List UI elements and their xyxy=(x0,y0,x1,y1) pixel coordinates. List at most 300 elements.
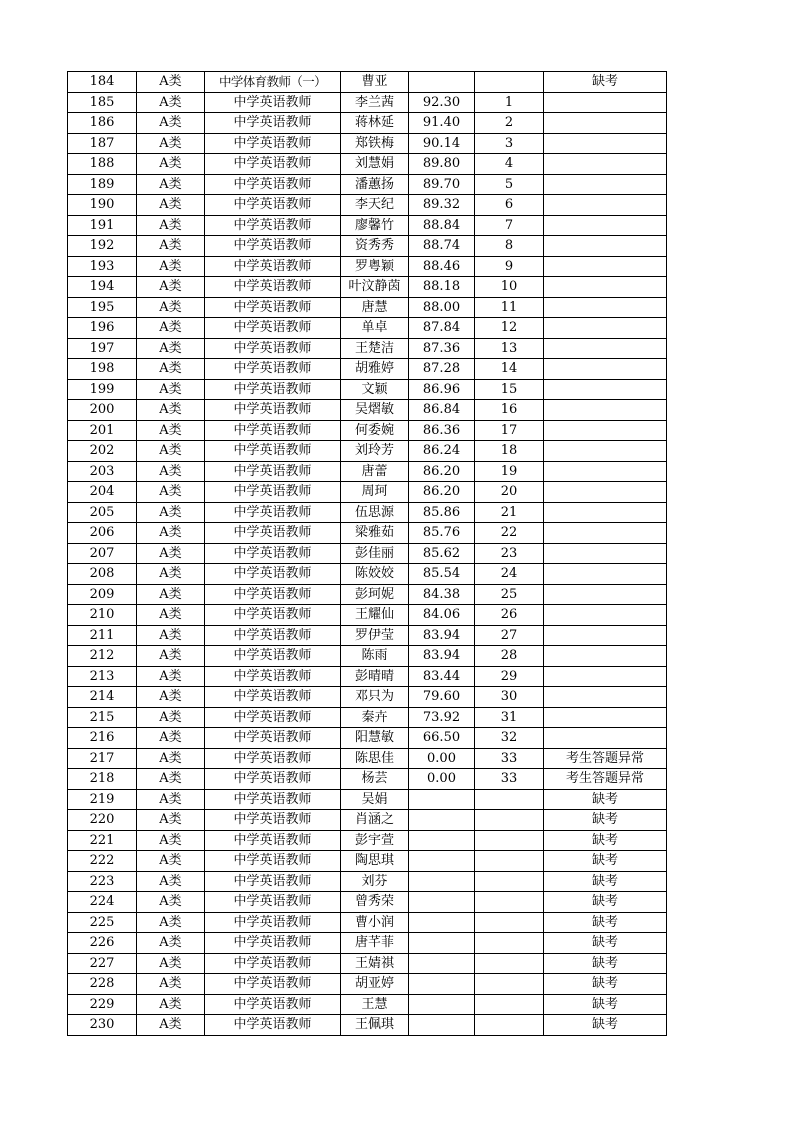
score-cell: 83.44 xyxy=(409,666,475,687)
table-row xyxy=(68,154,667,175)
name-cell: 彭珂妮 xyxy=(341,584,409,605)
post-cell: 中学英语教师 xyxy=(205,933,341,954)
row-number-cell: 211 xyxy=(68,625,137,646)
row-number-cell: 202 xyxy=(68,441,137,462)
table-row xyxy=(68,728,667,749)
name-cell: 李兰茜 xyxy=(341,92,409,113)
post-cell: 中学英语教师 xyxy=(205,707,341,728)
score-cell xyxy=(409,974,475,995)
rank-cell: 16 xyxy=(475,400,544,421)
score-cell: 88.84 xyxy=(409,215,475,236)
score-cell xyxy=(409,851,475,872)
category-cell: A类 xyxy=(137,974,205,995)
note-cell: 缺考 xyxy=(544,953,667,974)
post-cell: 中学英语教师 xyxy=(205,994,341,1015)
rank-cell: 25 xyxy=(475,584,544,605)
table-row xyxy=(68,400,667,421)
rank-cell: 6 xyxy=(475,195,544,216)
score-cell: 92.30 xyxy=(409,92,475,113)
table-row xyxy=(68,113,667,134)
category-cell: A类 xyxy=(137,502,205,523)
category-cell: A类 xyxy=(137,789,205,810)
post-cell: 中学英语教师 xyxy=(205,543,341,564)
table-row xyxy=(68,215,667,236)
post-cell: 中学英语教师 xyxy=(205,892,341,913)
post-cell: 中学英语教师 xyxy=(205,584,341,605)
score-cell xyxy=(409,912,475,933)
score-table xyxy=(67,71,667,1036)
post-cell: 中学英语教师 xyxy=(205,195,341,216)
note-cell: 考生答题异常 xyxy=(544,769,667,790)
row-number-cell: 228 xyxy=(68,974,137,995)
post-cell: 中学英语教师 xyxy=(205,256,341,277)
name-cell: 曾秀荣 xyxy=(341,892,409,913)
post-cell: 中学英语教师 xyxy=(205,646,341,667)
rank-cell: 17 xyxy=(475,420,544,441)
category-cell: A类 xyxy=(137,400,205,421)
note-cell xyxy=(544,379,667,400)
name-cell: 彭宇萱 xyxy=(341,830,409,851)
post-cell: 中学英语教师 xyxy=(205,379,341,400)
rank-cell: 27 xyxy=(475,625,544,646)
table-row xyxy=(68,789,667,810)
post-cell: 中学英语教师 xyxy=(205,748,341,769)
name-cell: 罗伊莹 xyxy=(341,625,409,646)
category-cell: A类 xyxy=(137,236,205,257)
row-number-cell: 220 xyxy=(68,810,137,831)
row-number-cell: 198 xyxy=(68,359,137,380)
name-cell: 郑铁梅 xyxy=(341,133,409,154)
score-cell xyxy=(409,789,475,810)
category-cell: A类 xyxy=(137,113,205,134)
rank-cell: 19 xyxy=(475,461,544,482)
note-cell: 缺考 xyxy=(544,830,667,851)
table-row xyxy=(68,871,667,892)
score-cell xyxy=(409,933,475,954)
row-number-cell: 195 xyxy=(68,297,137,318)
name-cell: 伍思源 xyxy=(341,502,409,523)
name-cell: 李天纪 xyxy=(341,195,409,216)
row-number-cell: 214 xyxy=(68,687,137,708)
table-row xyxy=(68,92,667,113)
name-cell: 刘玲芳 xyxy=(341,441,409,462)
post-cell: 中学英语教师 xyxy=(205,441,341,462)
rank-cell xyxy=(475,72,544,93)
name-cell: 胡雅婷 xyxy=(341,359,409,380)
note-cell xyxy=(544,215,667,236)
score-cell: 90.14 xyxy=(409,133,475,154)
post-cell: 中学英语教师 xyxy=(205,154,341,175)
table-row xyxy=(68,133,667,154)
rank-cell: 21 xyxy=(475,502,544,523)
category-cell: A类 xyxy=(137,933,205,954)
post-cell: 中学英语教师 xyxy=(205,400,341,421)
rank-cell xyxy=(475,789,544,810)
note-cell xyxy=(544,625,667,646)
rank-cell xyxy=(475,892,544,913)
table-row xyxy=(68,1015,667,1036)
score-cell: 88.00 xyxy=(409,297,475,318)
post-cell: 中学英语教师 xyxy=(205,359,341,380)
table-row xyxy=(68,810,667,831)
post-cell: 中学英语教师 xyxy=(205,277,341,298)
name-cell: 王婧祺 xyxy=(341,953,409,974)
score-cell: 89.80 xyxy=(409,154,475,175)
rank-cell: 4 xyxy=(475,154,544,175)
note-cell: 缺考 xyxy=(544,912,667,933)
note-cell: 缺考 xyxy=(544,851,667,872)
row-number-cell: 229 xyxy=(68,994,137,1015)
rank-cell: 33 xyxy=(475,748,544,769)
name-cell: 陈思佳 xyxy=(341,748,409,769)
post-cell: 中学英语教师 xyxy=(205,625,341,646)
rank-cell: 33 xyxy=(475,769,544,790)
name-cell: 单卓 xyxy=(341,318,409,339)
note-cell: 缺考 xyxy=(544,994,667,1015)
row-number-cell: 197 xyxy=(68,338,137,359)
post-cell: 中学英语教师 xyxy=(205,338,341,359)
row-number-cell: 185 xyxy=(68,92,137,113)
table-row xyxy=(68,666,667,687)
table-row xyxy=(68,256,667,277)
table-row xyxy=(68,892,667,913)
row-number-cell: 209 xyxy=(68,584,137,605)
post-cell: 中学英语教师 xyxy=(205,92,341,113)
category-cell: A类 xyxy=(137,605,205,626)
note-cell xyxy=(544,359,667,380)
score-cell: 88.74 xyxy=(409,236,475,257)
category-cell: A类 xyxy=(137,584,205,605)
row-number-cell: 203 xyxy=(68,461,137,482)
post-cell: 中学英语教师 xyxy=(205,502,341,523)
table-row xyxy=(68,625,667,646)
score-cell xyxy=(409,892,475,913)
name-cell: 文颖 xyxy=(341,379,409,400)
rank-cell: 9 xyxy=(475,256,544,277)
score-cell: 83.94 xyxy=(409,646,475,667)
table-row xyxy=(68,420,667,441)
table-row xyxy=(68,564,667,585)
table-row xyxy=(68,953,667,974)
score-cell: 73.92 xyxy=(409,707,475,728)
category-cell: A类 xyxy=(137,687,205,708)
rank-cell xyxy=(475,1015,544,1036)
rank-cell: 15 xyxy=(475,379,544,400)
category-cell: A类 xyxy=(137,912,205,933)
post-cell: 中学英语教师 xyxy=(205,318,341,339)
rank-cell: 5 xyxy=(475,174,544,195)
table-row xyxy=(68,769,667,790)
table-row xyxy=(68,502,667,523)
category-cell: A类 xyxy=(137,994,205,1015)
rank-cell: 22 xyxy=(475,523,544,544)
name-cell: 唐慧 xyxy=(341,297,409,318)
row-number-cell: 230 xyxy=(68,1015,137,1036)
category-cell: A类 xyxy=(137,379,205,400)
category-cell: A类 xyxy=(137,564,205,585)
table-row xyxy=(68,277,667,298)
category-cell: A类 xyxy=(137,830,205,851)
table-row xyxy=(68,338,667,359)
name-cell: 唐芊菲 xyxy=(341,933,409,954)
name-cell: 蒋林延 xyxy=(341,113,409,134)
note-cell xyxy=(544,92,667,113)
post-cell: 中学英语教师 xyxy=(205,810,341,831)
table-row xyxy=(68,646,667,667)
score-cell: 0.00 xyxy=(409,769,475,790)
note-cell: 考生答题异常 xyxy=(544,748,667,769)
post-cell: 中学英语教师 xyxy=(205,482,341,503)
rank-cell: 13 xyxy=(475,338,544,359)
row-number-cell: 194 xyxy=(68,277,137,298)
row-number-cell: 186 xyxy=(68,113,137,134)
score-cell: 87.28 xyxy=(409,359,475,380)
post-cell: 中学英语教师 xyxy=(205,523,341,544)
note-cell xyxy=(544,277,667,298)
post-cell: 中学英语教师 xyxy=(205,953,341,974)
note-cell xyxy=(544,195,667,216)
note-cell xyxy=(544,174,667,195)
category-cell: A类 xyxy=(137,72,205,93)
name-cell: 王耀仙 xyxy=(341,605,409,626)
post-cell: 中学英语教师 xyxy=(205,1015,341,1036)
category-cell: A类 xyxy=(137,154,205,175)
rank-cell: 11 xyxy=(475,297,544,318)
score-cell: 89.32 xyxy=(409,195,475,216)
note-cell xyxy=(544,318,667,339)
table-row xyxy=(68,482,667,503)
table-row xyxy=(68,359,667,380)
row-number-cell: 196 xyxy=(68,318,137,339)
rank-cell: 7 xyxy=(475,215,544,236)
note-cell xyxy=(544,543,667,564)
name-cell: 刘芬 xyxy=(341,871,409,892)
note-cell xyxy=(544,236,667,257)
post-cell: 中学英语教师 xyxy=(205,236,341,257)
row-number-cell: 199 xyxy=(68,379,137,400)
post-cell: 中学英语教师 xyxy=(205,113,341,134)
rank-cell: 29 xyxy=(475,666,544,687)
table-row xyxy=(68,236,667,257)
category-cell: A类 xyxy=(137,666,205,687)
post-cell: 中学英语教师 xyxy=(205,297,341,318)
row-number-cell: 213 xyxy=(68,666,137,687)
rank-cell xyxy=(475,871,544,892)
name-cell: 周珂 xyxy=(341,482,409,503)
rank-cell: 1 xyxy=(475,92,544,113)
rank-cell: 20 xyxy=(475,482,544,503)
rank-cell: 8 xyxy=(475,236,544,257)
category-cell: A类 xyxy=(137,646,205,667)
post-cell: 中学英语教师 xyxy=(205,851,341,872)
score-cell: 86.20 xyxy=(409,482,475,503)
note-cell xyxy=(544,400,667,421)
rank-cell xyxy=(475,994,544,1015)
score-cell: 87.84 xyxy=(409,318,475,339)
rank-cell: 3 xyxy=(475,133,544,154)
table-row xyxy=(68,543,667,564)
post-cell: 中学英语教师 xyxy=(205,666,341,687)
table-row xyxy=(68,584,667,605)
table-row xyxy=(68,687,667,708)
note-cell xyxy=(544,482,667,503)
note-cell xyxy=(544,133,667,154)
score-cell: 85.86 xyxy=(409,502,475,523)
note-cell xyxy=(544,338,667,359)
rank-cell xyxy=(475,851,544,872)
score-cell: 86.36 xyxy=(409,420,475,441)
note-cell xyxy=(544,420,667,441)
note-cell xyxy=(544,502,667,523)
name-cell: 彭晴晴 xyxy=(341,666,409,687)
row-number-cell: 215 xyxy=(68,707,137,728)
category-cell: A类 xyxy=(137,441,205,462)
row-number-cell: 222 xyxy=(68,851,137,872)
score-cell xyxy=(409,810,475,831)
table-row xyxy=(68,72,667,93)
name-cell: 胡亚婷 xyxy=(341,974,409,995)
name-cell: 刘慧娟 xyxy=(341,154,409,175)
note-cell: 缺考 xyxy=(544,810,667,831)
row-number-cell: 218 xyxy=(68,769,137,790)
post-cell: 中学英语教师 xyxy=(205,215,341,236)
name-cell: 陶思琪 xyxy=(341,851,409,872)
name-cell: 曹小润 xyxy=(341,912,409,933)
category-cell: A类 xyxy=(137,338,205,359)
category-cell: A类 xyxy=(137,810,205,831)
category-cell: A类 xyxy=(137,482,205,503)
post-cell: 中学英语教师 xyxy=(205,605,341,626)
rank-cell: 32 xyxy=(475,728,544,749)
score-cell: 85.62 xyxy=(409,543,475,564)
note-cell: 缺考 xyxy=(544,72,667,93)
post-cell: 中学英语教师 xyxy=(205,974,341,995)
note-cell: 缺考 xyxy=(544,871,667,892)
post-cell: 中学英语教师 xyxy=(205,789,341,810)
row-number-cell: 201 xyxy=(68,420,137,441)
name-cell: 罗粤颖 xyxy=(341,256,409,277)
category-cell: A类 xyxy=(137,851,205,872)
score-cell xyxy=(409,72,475,93)
category-cell: A类 xyxy=(137,256,205,277)
category-cell: A类 xyxy=(137,318,205,339)
category-cell: A类 xyxy=(137,215,205,236)
category-cell: A类 xyxy=(137,769,205,790)
score-cell xyxy=(409,994,475,1015)
category-cell: A类 xyxy=(137,297,205,318)
note-cell xyxy=(544,564,667,585)
note-cell xyxy=(544,113,667,134)
name-cell: 邓只为 xyxy=(341,687,409,708)
row-number-cell: 205 xyxy=(68,502,137,523)
rank-cell: 14 xyxy=(475,359,544,380)
score-cell xyxy=(409,1015,475,1036)
rank-cell: 10 xyxy=(475,277,544,298)
category-cell: A类 xyxy=(137,133,205,154)
name-cell: 曹亚 xyxy=(341,72,409,93)
note-cell xyxy=(544,605,667,626)
note-cell xyxy=(544,297,667,318)
table-row xyxy=(68,933,667,954)
row-number-cell: 225 xyxy=(68,912,137,933)
score-cell: 0.00 xyxy=(409,748,475,769)
score-cell: 89.70 xyxy=(409,174,475,195)
score-cell: 66.50 xyxy=(409,728,475,749)
score-cell xyxy=(409,830,475,851)
name-cell: 杨芸 xyxy=(341,769,409,790)
name-cell: 阳慧敏 xyxy=(341,728,409,749)
name-cell: 吴娟 xyxy=(341,789,409,810)
note-cell xyxy=(544,666,667,687)
rank-cell xyxy=(475,830,544,851)
row-number-cell: 200 xyxy=(68,400,137,421)
table-row xyxy=(68,748,667,769)
score-cell: 84.38 xyxy=(409,584,475,605)
name-cell: 陈雨 xyxy=(341,646,409,667)
rank-cell xyxy=(475,810,544,831)
row-number-cell: 189 xyxy=(68,174,137,195)
score-cell: 86.84 xyxy=(409,400,475,421)
table-row xyxy=(68,174,667,195)
post-cell: 中学英语教师 xyxy=(205,769,341,790)
post-cell: 中学英语教师 xyxy=(205,133,341,154)
table-body xyxy=(68,72,667,1036)
category-cell: A类 xyxy=(137,277,205,298)
category-cell: A类 xyxy=(137,748,205,769)
category-cell: A类 xyxy=(137,174,205,195)
table-row xyxy=(68,830,667,851)
note-cell xyxy=(544,256,667,277)
rank-cell xyxy=(475,953,544,974)
note-cell xyxy=(544,687,667,708)
rank-cell: 30 xyxy=(475,687,544,708)
row-number-cell: 217 xyxy=(68,748,137,769)
name-cell: 何委婉 xyxy=(341,420,409,441)
row-number-cell: 191 xyxy=(68,215,137,236)
table-row xyxy=(68,318,667,339)
note-cell: 缺考 xyxy=(544,933,667,954)
rank-cell: 26 xyxy=(475,605,544,626)
category-cell: A类 xyxy=(137,195,205,216)
row-number-cell: 221 xyxy=(68,830,137,851)
note-cell xyxy=(544,154,667,175)
score-cell: 86.24 xyxy=(409,441,475,462)
name-cell: 王楚洁 xyxy=(341,338,409,359)
table-row xyxy=(68,195,667,216)
table-row xyxy=(68,441,667,462)
category-cell: A类 xyxy=(137,871,205,892)
note-cell: 缺考 xyxy=(544,1015,667,1036)
post-cell: 中学英语教师 xyxy=(205,912,341,933)
rank-cell: 12 xyxy=(475,318,544,339)
note-cell xyxy=(544,441,667,462)
note-cell: 缺考 xyxy=(544,789,667,810)
table-row xyxy=(68,851,667,872)
post-cell: 中学英语教师 xyxy=(205,830,341,851)
rank-cell: 28 xyxy=(475,646,544,667)
row-number-cell: 216 xyxy=(68,728,137,749)
rank-cell: 18 xyxy=(475,441,544,462)
row-number-cell: 192 xyxy=(68,236,137,257)
rank-cell xyxy=(475,933,544,954)
rank-cell xyxy=(475,974,544,995)
name-cell: 王慧 xyxy=(341,994,409,1015)
table-row xyxy=(68,974,667,995)
post-cell: 中学英语教师 xyxy=(205,564,341,585)
name-cell: 王佩琪 xyxy=(341,1015,409,1036)
row-number-cell: 219 xyxy=(68,789,137,810)
score-cell: 88.46 xyxy=(409,256,475,277)
